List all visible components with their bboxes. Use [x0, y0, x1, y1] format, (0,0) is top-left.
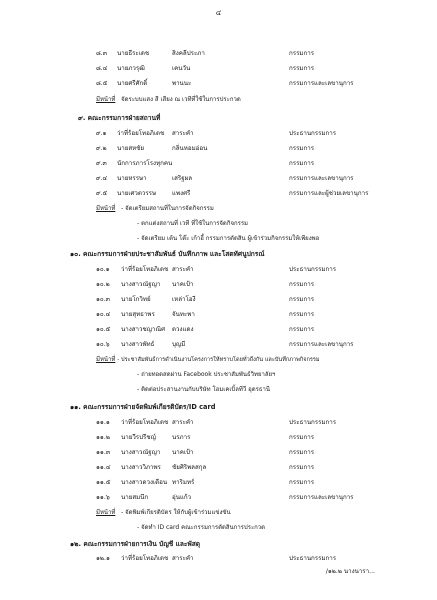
member-role: กรรมการ: [289, 145, 315, 152]
member-role: ประธานกรรมการ: [289, 130, 337, 137]
member-surname: กลิ่นหอมอ่อน: [172, 145, 208, 152]
member-number: ๑๑.๓: [96, 449, 111, 456]
member-surname: สาระคำ: [172, 419, 194, 426]
duty-line: [96, 354, 320, 366]
member-name: นายเศวตวรรษ: [117, 190, 157, 197]
duty-text: - จัดเตรียม เต้น โต๊ะ เก้าอี้ กรรมการตัดสิน ผู้เข้าร่วมกิจกรรมให้เพียงพอ: [137, 235, 320, 242]
member-surname: เสริฐผล: [172, 175, 193, 182]
member-role: กรรมการ: [289, 464, 315, 471]
member-name: นายโกวิทย์: [121, 296, 151, 303]
member-surname: เหล่าโฮงี: [172, 296, 196, 303]
member-surname: สิงคลีประภา: [172, 50, 205, 57]
member-number: ๙.๕: [96, 190, 108, 197]
member-row: [0, 553, 437, 564]
member-name: นางสาวชญาณิศ: [121, 326, 166, 333]
member-row: [0, 264, 437, 275]
member-row: [0, 279, 437, 290]
duty-text: - จัดทำ ID card คณะกรรมการตัดสินการประกวด: [137, 524, 266, 531]
member-role: กรรมการและเลขานุการ: [289, 494, 354, 501]
member-surname: สาระคำ: [172, 555, 194, 562]
member-number: ๘.๔: [96, 65, 108, 72]
duty-label: มีหน้าที่: [96, 509, 116, 516]
member-surname: ชัยศิริพลสกุล: [172, 464, 207, 471]
member-number: ๑๑.๔: [96, 464, 111, 471]
member-number: ๑๐.๒: [96, 281, 110, 288]
member-name: นายธีระเดช: [117, 50, 150, 57]
member-role: กรรมการและเลขานุการ: [289, 80, 354, 87]
member-row: [0, 477, 437, 488]
member-row: [0, 462, 437, 473]
member-number: ๑๑.๕: [96, 479, 111, 486]
section-heading: ๑๒. คณะกรรมการฝ่ายการเงิน บัญชี และพัสดุ: [70, 540, 201, 548]
member-role: กรรมการ: [289, 434, 315, 441]
member-role: ประธานกรรมการ: [289, 555, 337, 562]
member-surname: นรภาร: [172, 434, 191, 441]
member-role: กรรมการ: [289, 65, 315, 72]
member-number: ๘.๓: [96, 50, 107, 57]
member-number: ๙.๓: [96, 160, 107, 167]
member-number: ๑๑.๖: [96, 494, 110, 501]
member-role: กรรมการ: [289, 479, 315, 486]
member-role: กรรมการและเลขานุการ: [289, 341, 354, 348]
member-name: นางสาววิภาพร: [121, 464, 161, 471]
member-number: ๑๐.๖: [96, 341, 110, 348]
member-surname: สาระคำ: [172, 266, 194, 273]
member-number: ๑๑.๑: [96, 419, 110, 426]
member-row: [0, 339, 437, 350]
member-surname: สาระคำ: [172, 130, 194, 137]
member-name: นายสมนึก: [121, 494, 149, 501]
member-name: นางสาวณัฐญา: [121, 449, 161, 456]
member-role: กรรมการ: [289, 326, 315, 333]
member-row: [0, 158, 437, 169]
member-number: ๙.๒: [96, 145, 107, 152]
member-role: ประธานกรรมการ: [289, 419, 337, 426]
member-number: ๑๐.๕: [96, 326, 111, 333]
member-number: ๙.๔: [96, 175, 108, 182]
duty-text: - จัดพิมพ์เกียรติบัตร ให้กับผู้เข้าร่วมแข่งขัน: [121, 509, 231, 516]
member-row: [0, 78, 437, 89]
member-name: นายสุทธาพร: [121, 311, 155, 318]
duty-line: [96, 507, 231, 518]
member-name: ว่าที่ร้อยโทอภิเดช: [121, 266, 169, 273]
member-name: นายภวรุฒิ: [117, 65, 145, 72]
duty-label: มีหน้าที่: [96, 356, 116, 363]
member-role: กรรมการ: [289, 160, 315, 167]
duty-text: - ประชาสัมพันธ์การดำเนินงานโครงการให้ทราบโดยทั่วถึงกัน และบันทึกภาพกิจกรรม: [117, 357, 320, 363]
member-row: [0, 143, 437, 154]
duty-text: - จัดเตรียมสถานที่ในการจัดกิจกรรม: [121, 205, 214, 212]
member-name: นายสหชัย: [117, 145, 145, 152]
section-heading: ๑๐. คณะกรรมการฝ่ายประชาสัมพันธ์ บันทึกภาพ และโสตทัศนูปกรณ์: [70, 250, 265, 258]
member-row: [0, 188, 437, 199]
member-role: กรรมการ: [289, 311, 315, 318]
member-surname: อุ่นแก้ว: [172, 494, 192, 501]
section-heading: ๙. คณะกรรมการฝ่ายสถานที่: [78, 114, 161, 122]
member-row: [0, 48, 437, 59]
member-surname: นาคเป้า: [172, 449, 194, 456]
member-row: [0, 432, 437, 443]
duty-text: จัดระบบแสง สี เสียง ณ เวทีที่ใช้ในการประกวด: [121, 96, 241, 103]
member-name: นางสาวณัฐญา: [121, 281, 161, 288]
member-surname: แพงศรี: [172, 190, 191, 197]
member-row: [0, 128, 437, 139]
continuation-note: /๑๒.๒ นางนารา...: [325, 568, 375, 575]
member-role: กรรมการและผู้ช่วยเลขานุการ: [289, 190, 369, 197]
duty-label: มีหน้าที่: [96, 96, 116, 103]
member-name: นายศรีศักดิ์: [117, 80, 148, 87]
member-role: กรรมการ: [289, 281, 315, 288]
member-number: ๑๐.๑: [96, 266, 110, 273]
member-number: ๘.๕: [96, 80, 108, 87]
member-row: [0, 447, 437, 458]
member-number: ๑๑.๒: [96, 434, 110, 441]
member-row: [0, 309, 437, 320]
member-row: [0, 324, 437, 335]
duty-line: [96, 94, 241, 105]
member-name: นายวีรปรีชญ์: [121, 434, 156, 441]
duty-text: - ตกแต่งสถานที่ เวที ที่ใช้ในการจัดกิจกรรม: [137, 220, 249, 227]
member-surname: ทาริมทร์: [172, 479, 195, 486]
member-name: นายหรรษา: [117, 175, 147, 182]
member-name: ว่าที่ร้อยโทอภิเดช: [121, 419, 169, 426]
section-heading: ๑๑. คณะกรรมการฝ่ายจัดพิมพ์เกียรติบัตร/ID card: [70, 403, 216, 411]
duty-label: มีหน้าที่: [96, 205, 116, 212]
member-role: กรรมการและเลขานุการ: [289, 175, 354, 182]
member-surname: บุญมี: [172, 341, 186, 348]
duty-text: - ติดต่อประสานงานกับบริษัท โฮมเคเบิ้ลทีวี อุดรธานี: [137, 386, 270, 393]
member-name: ว่าที่ร้อยโทอภิเดช: [117, 130, 165, 137]
member-number: ๙.๑: [96, 130, 107, 137]
member-surname: พานนะ: [172, 80, 192, 87]
member-surname: ดวงแดง: [172, 326, 194, 333]
member-role: กรรมการ: [289, 449, 315, 456]
member-number: ๑๐.๔: [96, 311, 111, 318]
member-row: [0, 492, 437, 503]
member-surname: นาคเป้า: [172, 281, 194, 288]
member-number: ๑๐.๓: [96, 296, 110, 303]
member-name: นางสาวดวงเดือน: [121, 479, 168, 486]
member-name: นางสาวพัทธ์: [121, 341, 155, 348]
member-name: ว่าที่ร้อยโทอภิเดช: [121, 555, 169, 562]
duty-line: [96, 203, 214, 214]
page-number: ๔: [215, 9, 222, 17]
member-surname: จันทะพา: [172, 311, 195, 318]
member-row: [0, 63, 437, 74]
member-role: กรรมการ: [289, 296, 315, 303]
member-role: ประธานกรรมการ: [289, 266, 337, 273]
member-role: กรรมการ: [289, 50, 315, 57]
member-row: [0, 294, 437, 305]
member-surname: เคนวัน: [172, 65, 191, 72]
member-name: นักการภารโรงทุกคน: [117, 160, 173, 167]
member-row: [0, 417, 437, 428]
member-row: [0, 173, 437, 184]
member-number: ๑๒.๑: [96, 555, 110, 562]
duty-text: - ถ่ายทอดสดผ่าน Facebook ประชาสัมพันธ์วิทยาลัยฯ: [137, 371, 276, 378]
